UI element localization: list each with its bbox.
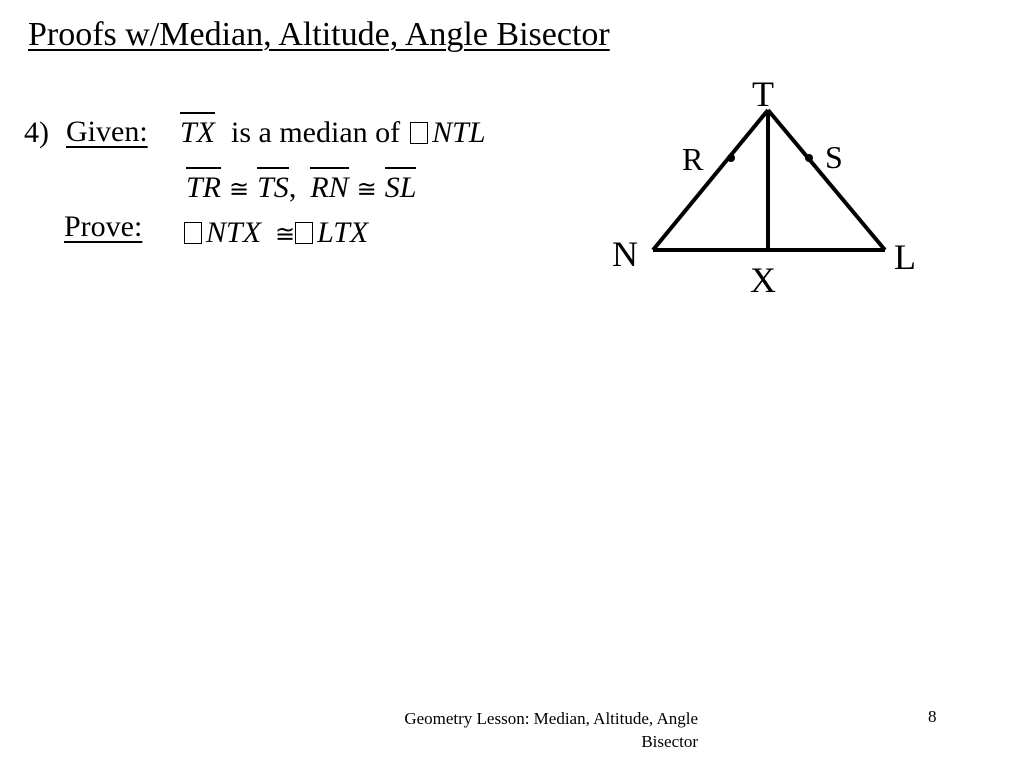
given-label: Given: <box>66 115 148 148</box>
triangle-glyph-icon <box>410 122 428 144</box>
prove-label: Prove: <box>64 210 143 243</box>
label-r: R <box>682 141 704 177</box>
triangle-glyph-icon <box>184 222 202 244</box>
segment-rn: RN <box>310 167 348 203</box>
slide-title: Proofs w/Median, Altitude, Angle Bisector <box>28 16 610 53</box>
label-t: T <box>752 74 774 114</box>
given-line-1 <box>180 112 486 148</box>
congruent-symbol: ≅ <box>356 177 377 203</box>
triangle-glyph-icon <box>295 222 313 244</box>
triangle-ltx: LTX <box>317 216 369 249</box>
side-nt <box>653 110 768 250</box>
prove-line <box>184 218 368 248</box>
label-n: N <box>612 234 638 274</box>
label-s: S <box>825 139 843 175</box>
triangle-ntx: NTX <box>206 216 262 249</box>
label-x: X <box>750 260 776 300</box>
footer-text: Geometry Lesson: Median, Altitude, Angle Bisector <box>404 709 698 751</box>
segment-tr: TR <box>186 167 221 203</box>
segment-tx: TX <box>180 112 215 148</box>
given-line-2 <box>186 167 416 203</box>
segment-ts: TS <box>257 167 289 203</box>
triangle-diagram <box>600 70 940 310</box>
point-r <box>727 154 735 162</box>
point-s <box>805 154 813 162</box>
triangle-ntl: NTL <box>432 116 486 149</box>
label-l: L <box>894 237 916 277</box>
side-tl <box>768 110 885 250</box>
congruent-symbol: ≅ <box>229 177 250 203</box>
segment-sl: SL <box>385 167 417 203</box>
problem-number: 4) <box>24 116 49 149</box>
page-number: 8 <box>928 707 937 726</box>
comma: , <box>288 171 297 204</box>
given-text: is a median of <box>231 116 401 149</box>
congruent-symbol: ≅ <box>275 222 296 248</box>
